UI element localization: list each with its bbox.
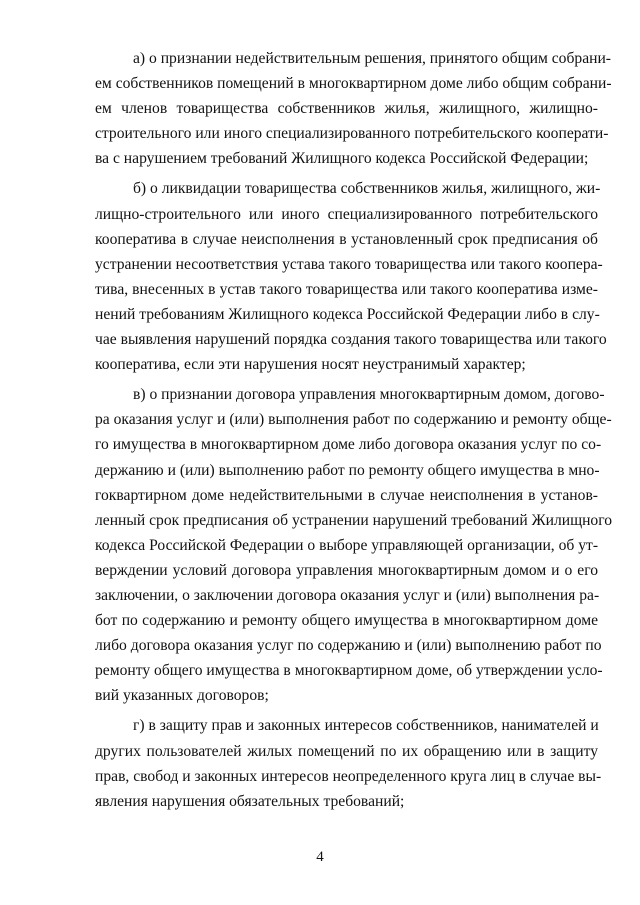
text-line: других пользователей жилых помещений по их обращению или в защиту	[95, 742, 598, 760]
text-line: б) о ликвидации товарищества собственников жилья, жилищного, жи-	[133, 180, 601, 198]
text-line: либо договора оказания услуг по содержанию и (или) выполнению работ по	[95, 637, 602, 655]
text-line: заключении, о заключении договора оказания услуг и (или) выполнения ра-	[95, 586, 600, 604]
text-line: а) о признании недействительным решения, принятого общим собрани-	[133, 50, 611, 67]
text-line: прав, свобод и законных интересов неопределенного круга лиц в случае вы-	[95, 767, 602, 785]
text-line: кооператива, если эти нарушения носят неустранимый характер;	[95, 356, 526, 374]
text-line: лищно-строительного или иного специализированного потребительского	[95, 205, 598, 223]
text-line: чае выявления нарушений порядка создания такого товарищества или такого	[95, 331, 607, 349]
text-line: ва с нарушением требований Жилищного кодекса Российской Федерации;	[95, 150, 589, 168]
text-line: ремонту общего имущества в многоквартирном доме, об утверждении усло-	[95, 662, 603, 680]
paragraph-a	[95, 46, 612, 171]
page-number: 4	[316, 849, 324, 865]
text-line: тива, внесенных в устав такого товарищества или такого кооператива изме-	[95, 280, 598, 298]
text-line: ра оказания услуг и (или) выполнения работ по содержанию и ремонту обще-	[95, 411, 612, 429]
text-line: кооператива в случае неисполнения в установленный срок предписания об	[95, 230, 598, 248]
paragraph-b	[95, 176, 607, 377]
paragraph-g	[95, 713, 602, 813]
text-line: строительного или иного специализированного потребительского кооперати-	[95, 125, 609, 143]
text-line: в) о признании договора управления многоквартирным домом, догово-	[133, 386, 605, 404]
text-line: явления нарушения обязательных требований;	[95, 792, 405, 810]
paragraph-v	[95, 382, 613, 708]
text-line: ем членов товарищества собственников жилья, жилищного, жилищно-	[95, 100, 598, 118]
text-line: г) в защиту прав и законных интересов собственников, нанимателей и	[133, 717, 599, 735]
text-line: ленный срок предписания об устранении нарушений требований Жилищного	[95, 511, 613, 529]
text-line: верждении условий договора управления многоквартирным домом и о его	[95, 561, 598, 579]
text-line: ем собственников помещений в многоквартирном доме либо общим собрани-	[95, 75, 612, 93]
text-line: го имущества в многоквартирном доме либо договора оказания услуг по со-	[95, 436, 602, 454]
text-line: устранении несоответствия устава такого товарищества или такого коопера-	[95, 255, 603, 273]
text-line: бот по содержанию и ремонту общего имущества в многоквартирном доме	[95, 612, 598, 630]
text-line: нений требованиям Жилищного кодекса Российской Федерации либо в слу-	[95, 305, 600, 323]
text-line: гоквартирном доме недействительными в случае неисполнения в установ-	[95, 486, 598, 504]
text-line: вий указанных договоров;	[95, 687, 269, 705]
document-body	[95, 46, 613, 814]
text-line: кодекса Российской Федерации о выборе управляющей организации, об ут-	[95, 536, 599, 554]
text-line: держанию и (или) выполнению работ по ремонту общего имущества в мно-	[95, 461, 600, 479]
